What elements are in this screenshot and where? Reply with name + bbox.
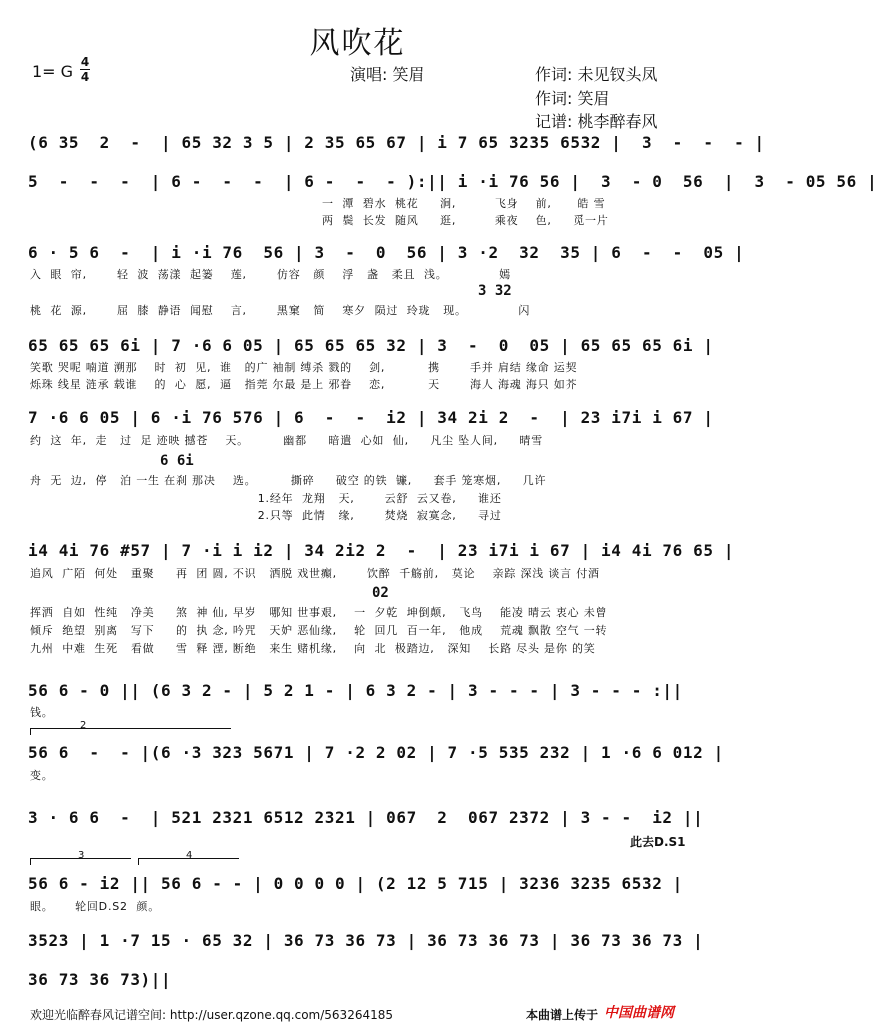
lyricist-credit-2: 作词: 笑眉: [535, 89, 610, 108]
footer-upload-note: 本曲谱上传于: [526, 1008, 599, 1022]
lyric-line-6a: 追风 广陌 何处 重聚 再 团 圆, 不识 洒脱 戏世癫, 饮醉 千觞前, 莫论 亲踪 深浅 谈言 付酒: [30, 567, 600, 580]
volta-number-2: 2: [80, 720, 87, 731]
score-line-2: 5 - - - | 6 - - - | 6 - - - ):|| i ·i 76 56 | 3 - 0 56 | 3 - 05 56 |: [28, 172, 877, 191]
lyric-line-5a: 约 这 年, 走 过 足 迹映 撼苍 天。 幽都 暗遣 心如 仙, 凡尘 坠人间, 晴雪: [30, 434, 544, 447]
lyric-line-3b: 桃 花 源, 屈 膝 静语 闻慰 言, 黑窠 简 寒夕 陨过 玲珑 现。 闪: [30, 304, 531, 317]
volta-number-3: 3: [78, 850, 85, 861]
score-line-4: 65 65 65 6i | 7 ·6 6 05 | 65 65 65 32 | 3 - 0 05 | 65 65 65 6i |: [28, 336, 714, 355]
score-line-7: 56 6 - 0 || (6 3 2 - | 5 2 1 - | 6 3 2 - | 3 - - - | 3 - - - :||: [28, 681, 683, 700]
song-title: 风吹花: [309, 26, 406, 61]
time-signature: [80, 56, 90, 83]
lyric-line-10a: 眼。 轮回D.S2 颜。: [30, 900, 161, 913]
lyric-line-2b: 两 鬓 长发 随风 逛, 乘夜 色, 觅一片: [322, 214, 609, 227]
alt-notes-6i: 6 6i: [160, 453, 194, 469]
lyric-line-7a: 钱。: [30, 706, 54, 719]
lyric-line-5d: 2.只等 此情 缘, 焚烧 寂寞念, 寻过: [30, 509, 502, 522]
time-signature-bottom: 4: [80, 70, 90, 84]
score-line-11: 3523 | 1 ·7 15 · 65 32 | 36 73 36 73 | 36 73 36 73 | 36 73 36 73 |: [28, 931, 704, 950]
lyric-line-4b: 烁珠 线星 涟承 载谁 的 心 愿, 逼 指莞 尔最 是上 邪眷 恋, 天 海人 海魂 海只 如芥: [30, 378, 578, 391]
score-line-8: 56 6 - - |(6 ·3 323 5671 | 7 ·2 2 02 | 7 ·5 535 232 | 1 ·6 6 012 |: [28, 743, 724, 762]
lyric-line-3a: 入 眼 帘, 轻 波 荡漾 起篓 莲, 仿容 颜 浮 盏 柔且 浅。 嫣: [30, 268, 511, 281]
volta-number-4: 4: [186, 850, 193, 861]
transcriber-credit: 记谱: 桃李醉春风: [535, 112, 658, 131]
lyric-line-4a: 笑歌 哭呢 喃道 溯那 时 初 见, 谁 的广 袖制 缚杀 戮的 剑, 携 手并 肩结 缘命 运契: [30, 361, 578, 374]
alt-notes-02: 02: [372, 585, 389, 601]
score-line-3: 6 · 5 6 - | i ·i 76 56 | 3 - 0 56 | 3 ·2 32 35 | 6 - - 05 |: [28, 243, 745, 262]
score-line-10: 56 6 - i2 || 56 6 - - | 0 0 0 0 | (2 12 5 715 | 3236 3235 6532 |: [28, 874, 683, 893]
score-line-5: 7 ·6 6 05 | 6 ·i 76 576 | 6 - - i2 | 34 2i 2 - | 23 i7i i 67 |: [28, 408, 714, 427]
footer-website: 欢迎光临醉春风记谱空间: http://user.qzone.qq.com/563264185: [30, 1008, 394, 1022]
lyric-line-8a: 变。: [30, 769, 54, 782]
lyric-line-5b: 舟 无 边, 停 泊 一生 在刹 那决 选。 撕碎 破空 的铁 镰, 套手 笼寒烟, 几许: [30, 474, 547, 487]
site-logo: 中国曲谱网: [604, 1005, 674, 1021]
score-line-1: (6 35 2 - | 65 32 3 5 | 2 35 65 67 | i 7 65 3235 6532 | 3 - - - |: [28, 133, 765, 152]
lyric-line-6d: 九州 中难 生死 看做 雪 释 湮, 断绝 来生 赌机缘, 向 北 极踏边, 深知 长路 尽头 是你 的笑: [30, 642, 596, 655]
lyric-line-6c: 倾斥 绝望 别离 写下 的 执 念, 吟咒 天妒 恶仙缘, 轮 回几 百一年, 他成 荒魂 飘散 空气 一转: [30, 624, 608, 637]
time-signature-top: 4: [80, 55, 90, 69]
lyric-line-6b: 挥洒 自如 性纯 净美 煞 神 仙, 早岁 哪知 世事艰, 一 夕乾 坤倒颠, 飞鸟 能凌 晴云 衷心 未曾: [30, 606, 608, 619]
lyric-line-5c: 1.经年 龙翔 天, 云舒 云又卷, 谁还: [30, 492, 502, 505]
lyricist-credit-1: 作词: 未见钗头凤: [535, 65, 658, 84]
singer-credit: 演唱: 笑眉: [350, 65, 425, 84]
score-line-6: i4 4i 76 #57 | 7 ·i i i2 | 34 2i2 2 - | 23 i7i i 67 | i4 4i 76 65 |: [28, 541, 735, 560]
score-line-9: 3 · 6 6 - | 521 2321 6512 2321 | 067 2 067 2372 | 3 - - i2 ||: [28, 808, 704, 827]
ds1-mark: 此去D.S1: [630, 835, 686, 849]
key-signature: 1= G: [32, 62, 74, 81]
alt-notes-33: 3 32: [478, 283, 512, 299]
volta-bracket-2: [30, 728, 231, 735]
score-line-12: 36 73 36 73)||: [28, 970, 172, 989]
lyric-line-2a: 一 潭 碧水 桃花 涧, 飞身 前, 皓 雪: [322, 197, 606, 210]
